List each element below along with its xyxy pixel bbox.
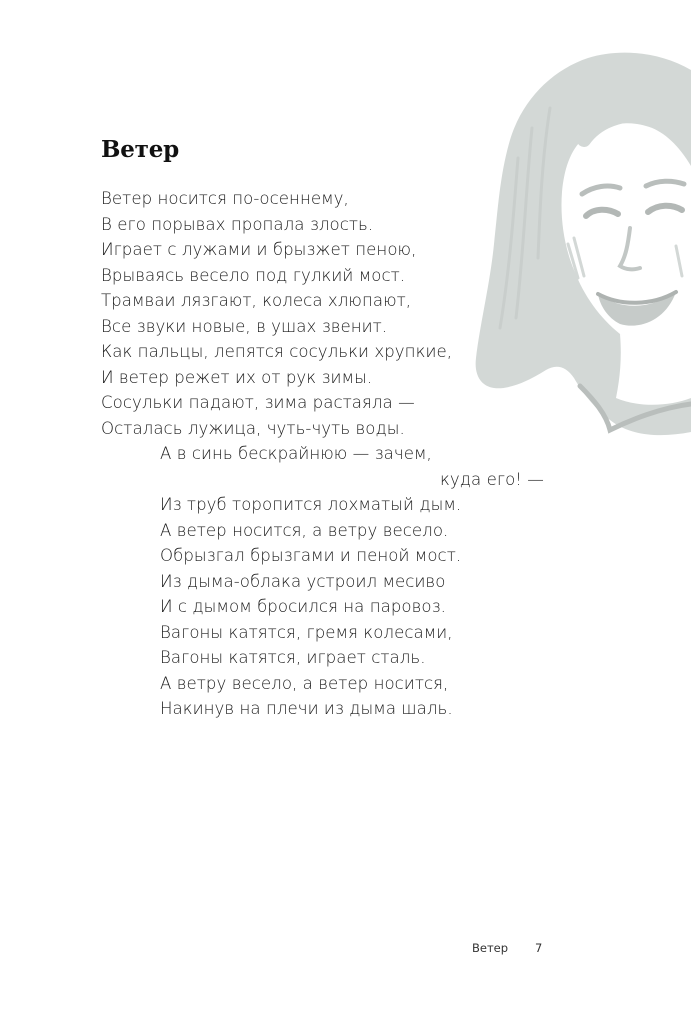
poem-line: куда его! — [440,469,544,489]
poem-line: Сосульки падают, зима растаяла — [101,393,415,412]
poem-line: Вагоны катятся, играет сталь. [160,648,426,667]
poem-line: Все звуки новые, в ушах звенит. [101,316,388,336]
poem-line: Как пальцы, лепятся сосульки хрупкие, [101,342,453,361]
poem-line: Обрызгал брызгами и пеной мост. [160,546,462,565]
running-title: Ветер [472,941,509,955]
poem-line: А ветру весело, а ветер носится, [160,673,449,693]
poem-line: И ветер режет их от рук зимы. [101,367,373,387]
poem-line: Из труб торопится лохматый дым. [160,495,462,514]
poem-line: Врываясь весело под гулкий мост. [101,265,406,285]
poem-line: И с дымом бросился на паровоз. [160,597,446,616]
poem-line: Осталась лужица, чуть-чуть воды. [101,418,405,438]
poem-line: Трамваи лязгают, колеса хлюпают, [101,291,412,310]
poem-line: А в синь бескрайнюю — зачем, [160,444,432,463]
poem-line: Вагоны катятся, гремя колесами, [160,622,453,642]
poem-line: Накинув на плечи из дыма шаль. [160,699,453,718]
page-number: 7 [535,941,543,955]
poem-line: А ветер носится, а ветру весело. [160,520,449,540]
poem-line: Ветер носится по-осеннему, [101,189,349,208]
poem-body [101,186,571,722]
poem-line: В его порывах пропала злость. [101,214,374,234]
page-footer [472,941,543,955]
poem-title: Ветер [101,136,180,163]
poem-line: Из дыма-облака устроил месиво [160,571,446,591]
poem-line: Играет с лужами и брызжет пеною, [101,240,417,259]
